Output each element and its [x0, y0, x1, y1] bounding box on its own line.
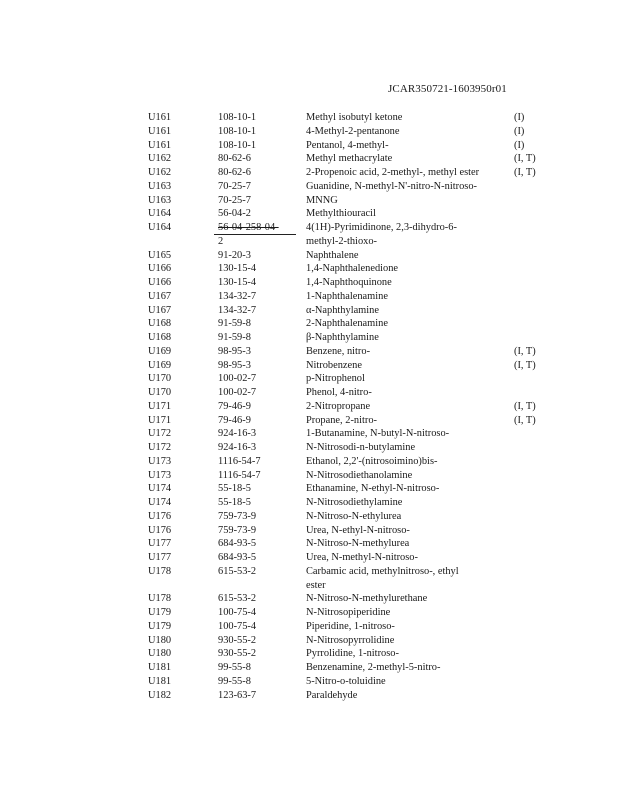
chemical-name: 2-Nitropropane [306, 400, 371, 412]
chemical-name: Urea, N-methyl-N-nitroso- [306, 552, 418, 563]
cas-number: 130-15-4 [218, 263, 257, 275]
cas-number: 91-20-3 [218, 249, 251, 261]
waste-code: U181 [148, 662, 172, 673]
table-row [0, 276, 624, 290]
hazard-code: (I, T) [514, 400, 536, 412]
table-row [0, 647, 624, 661]
cas-number: 924-16-3 [218, 428, 257, 440]
waste-code: U180 [148, 648, 172, 660]
chemical-name: N-Nitroso-N-methylurethane [306, 593, 428, 605]
cas-number: 930-55-2 [218, 634, 257, 646]
table-row [0, 414, 624, 428]
waste-code: U174 [148, 497, 172, 508]
cas-number: 70-25-7 [218, 180, 251, 192]
waste-code: U167 [148, 304, 172, 316]
waste-code: U162 [148, 167, 172, 178]
hazard-code: (I) [514, 139, 525, 151]
cas-number: 1116-54-7 [218, 469, 261, 481]
waste-code: U163 [148, 194, 172, 206]
waste-code: U164 [148, 222, 172, 233]
chemical-name: N-Nitrosodiethanolamine [306, 469, 413, 481]
table-row [0, 262, 624, 276]
cas-number: 98-95-3 [218, 345, 251, 357]
waste-code: U177 [148, 538, 172, 550]
cas-number: 79-46-9 [218, 400, 251, 412]
chemical-name: Methylthiouracil [306, 208, 376, 220]
cas-number: 108-10-1 [218, 139, 257, 151]
cas-number: 684-93-5 [218, 552, 257, 563]
cas-number: 55-18-5 [218, 497, 251, 508]
table-row [0, 482, 624, 496]
chemical-name: Naphthalene [306, 249, 359, 261]
waste-code: U178 [148, 565, 172, 577]
cas-number: 930-55-2 [218, 648, 257, 660]
waste-code: U176 [148, 524, 172, 536]
table-row [0, 400, 624, 414]
cas-number: 99-55-8 [218, 662, 251, 673]
waste-code: U174 [148, 483, 172, 495]
waste-code: U171 [148, 414, 172, 426]
table-row [0, 166, 624, 180]
table-row [0, 125, 624, 139]
cas-number: 134-32-7 [218, 304, 257, 316]
hazard-code: (I, T) [514, 153, 536, 165]
table-row [0, 455, 624, 469]
cas-number: 134-32-7 [218, 290, 257, 302]
waste-code: U161 [148, 112, 172, 123]
table-row [0, 249, 624, 263]
waste-code: U171 [148, 400, 172, 412]
cas-number: 55-18-5 [218, 483, 251, 495]
waste-code: U169 [148, 345, 172, 357]
cas-number: 56-04-2 [218, 208, 251, 220]
chemical-name: N-Nitroso-N-ethylurea [306, 510, 402, 522]
waste-code: U166 [148, 277, 172, 288]
table-row [0, 524, 624, 538]
cas-number: 684-93-5 [218, 538, 257, 550]
chemical-name: 1-Butanamine, N-butyl-N-nitroso- [306, 428, 450, 440]
cas-number: 100-75-4 [218, 607, 257, 618]
waste-code: U179 [148, 607, 172, 618]
chemical-name: Ethanamine, N-ethyl-N-nitroso- [306, 483, 440, 495]
cas-number: 130-15-4 [218, 277, 257, 288]
waste-code: U169 [148, 359, 172, 371]
cas-underline [214, 234, 296, 235]
chemical-name: Benzene, nitro- [306, 345, 371, 357]
cas-number: 100-75-4 [218, 620, 257, 632]
chemical-name: Urea, N-ethyl-N-nitroso- [306, 524, 410, 536]
waste-code: U181 [148, 675, 172, 687]
hazard-code: (I) [514, 112, 525, 123]
waste-code: U161 [148, 125, 172, 137]
chemical-name: 2-Propenoic acid, 2-methyl-, methyl ester [306, 167, 480, 178]
chemical-name: 2-Naphthalenamine [306, 318, 388, 330]
table-row [0, 317, 624, 331]
table-row [0, 372, 624, 386]
hazard-code: (I, T) [514, 167, 536, 178]
chemical-name: N-Nitrosodi-n-butylamine [306, 442, 416, 453]
cas-number: 759-73-9 [218, 524, 257, 536]
cas-number: 79-46-9 [218, 414, 251, 426]
waste-code: U172 [148, 428, 172, 440]
waste-code: U164 [148, 208, 172, 220]
cas-number: 759-73-9 [218, 510, 257, 522]
chemical-name: Propane, 2-nitro- [306, 414, 377, 426]
chemical-name: Phenol, 4-nitro- [306, 387, 372, 398]
cas-number: 100-02-7 [218, 373, 257, 385]
table-row [0, 661, 624, 675]
table-row [0, 634, 624, 648]
chemical-name: Pentanol, 4-methyl- [306, 139, 389, 151]
chemical-name: 1,4-Naphthalenedione [306, 263, 399, 275]
waste-code: U163 [148, 180, 172, 192]
chemical-name: Nitrobenzene [306, 359, 362, 371]
table-row [0, 469, 624, 483]
chemical-name: α-Naphthylamine [306, 304, 379, 316]
chemical-name-continued: methyl-2-thioxo- [306, 235, 377, 247]
cas-number: 615-53-2 [218, 565, 257, 577]
waste-code: U176 [148, 510, 172, 522]
chemical-name: N-Nitrosodiethylamine [306, 497, 403, 508]
table-row [0, 152, 624, 166]
table-row [0, 194, 624, 208]
hazard-code: (I, T) [514, 345, 536, 357]
table-row [0, 537, 624, 551]
chemical-name: p-Nitrophenol [306, 373, 365, 385]
table-row [0, 359, 624, 373]
table-row [0, 139, 624, 153]
chemical-name: 4(1H)-Pyrimidinone, 2,3-dihydro-6- [306, 222, 457, 233]
table-row [0, 207, 624, 221]
waste-code: U170 [148, 373, 172, 385]
table-row [0, 180, 624, 194]
table-row [0, 689, 624, 703]
cas-number: 91-59-8 [218, 332, 251, 343]
cas-number: 1116-54-7 [218, 455, 261, 467]
cas-number: 91-59-8 [218, 318, 251, 330]
table-row [0, 441, 624, 455]
waste-code: U172 [148, 442, 172, 453]
chemical-name-continued: ester [306, 579, 326, 591]
hazardous-waste-table [0, 111, 624, 702]
document-id: JCAR350721-1603950r01 [388, 83, 507, 95]
chemical-name: β-Naphthylamine [306, 332, 379, 343]
table-row [0, 565, 624, 593]
table-row [0, 304, 624, 318]
cas-number: 100-02-7 [218, 387, 257, 398]
table-row [0, 510, 624, 524]
cas-number: 70-25-7 [218, 194, 251, 206]
cas-number-continued: 2 [218, 235, 224, 247]
hazard-code: (I, T) [514, 359, 536, 371]
table-row [0, 496, 624, 510]
cas-number: 80-62-6 [218, 167, 251, 178]
waste-code: U177 [148, 552, 172, 563]
waste-code: U168 [148, 332, 172, 343]
table-row [0, 221, 624, 249]
hazard-code: (I, T) [514, 414, 536, 426]
cas-number: 615-53-2 [218, 593, 257, 605]
cas-number: 98-95-3 [218, 359, 251, 371]
waste-code: U173 [148, 455, 172, 467]
table-row [0, 427, 624, 441]
waste-code: U162 [148, 153, 172, 165]
waste-code: U173 [148, 469, 172, 481]
waste-code: U168 [148, 318, 172, 330]
cas-number: 108-10-1 [218, 112, 257, 123]
table-row [0, 386, 624, 400]
table-row [0, 620, 624, 634]
chemical-name: N-Nitroso-N-methylurea [306, 538, 410, 550]
cas-number: 80-62-6 [218, 153, 251, 165]
chemical-name: 5-Nitro-o-toluidine [306, 675, 386, 687]
chemical-name: MNNG [306, 194, 338, 206]
hazard-code: (I) [514, 125, 525, 137]
cas-number: 108-10-1 [218, 125, 257, 137]
chemical-name: Guanidine, N-methyl-N'-nitro-N-nitroso- [306, 180, 477, 192]
chemical-name: 1-Naphthalenamine [306, 290, 388, 302]
waste-code: U170 [148, 387, 172, 398]
chemical-name: N-Nitrosopyrrolidine [306, 634, 395, 646]
waste-code: U167 [148, 290, 172, 302]
table-row [0, 592, 624, 606]
waste-code: U178 [148, 593, 172, 605]
cas-number: 99-55-8 [218, 675, 251, 687]
table-row [0, 606, 624, 620]
waste-code: U166 [148, 263, 172, 275]
table-row [0, 111, 624, 125]
chemical-name: Carbamic acid, methylnitroso-, ethyl [306, 565, 459, 577]
chemical-name: Methyl methacrylate [306, 153, 393, 165]
waste-code: U165 [148, 249, 172, 261]
waste-code: U179 [148, 620, 172, 632]
table-row [0, 551, 624, 565]
chemical-name: Benzenamine, 2-methyl-5-nitro- [306, 662, 441, 673]
table-row [0, 331, 624, 345]
chemical-name: N-Nitrosopiperidine [306, 607, 391, 618]
chemical-name: Ethanol, 2,2'-(nitrosoimino)bis- [306, 455, 438, 467]
chemical-name: Piperidine, 1-nitroso- [306, 620, 395, 632]
table-row [0, 290, 624, 304]
table-row [0, 345, 624, 359]
waste-code: U180 [148, 634, 172, 646]
waste-code: U161 [148, 139, 172, 151]
chemical-name: Methyl isobutyl ketone [306, 112, 403, 123]
table-row [0, 675, 624, 689]
cas-number: 56-04-258-04- [218, 222, 279, 233]
waste-code: U182 [148, 689, 172, 701]
chemical-name: 1,4-Naphthoquinone [306, 277, 392, 288]
chemical-name: Pyrrolidine, 1-nitroso- [306, 648, 399, 660]
chemical-name: Paraldehyde [306, 689, 358, 701]
chemical-name: 4-Methyl-2-pentanone [306, 125, 400, 137]
cas-number: 924-16-3 [218, 442, 257, 453]
cas-number: 123-63-7 [218, 689, 257, 701]
